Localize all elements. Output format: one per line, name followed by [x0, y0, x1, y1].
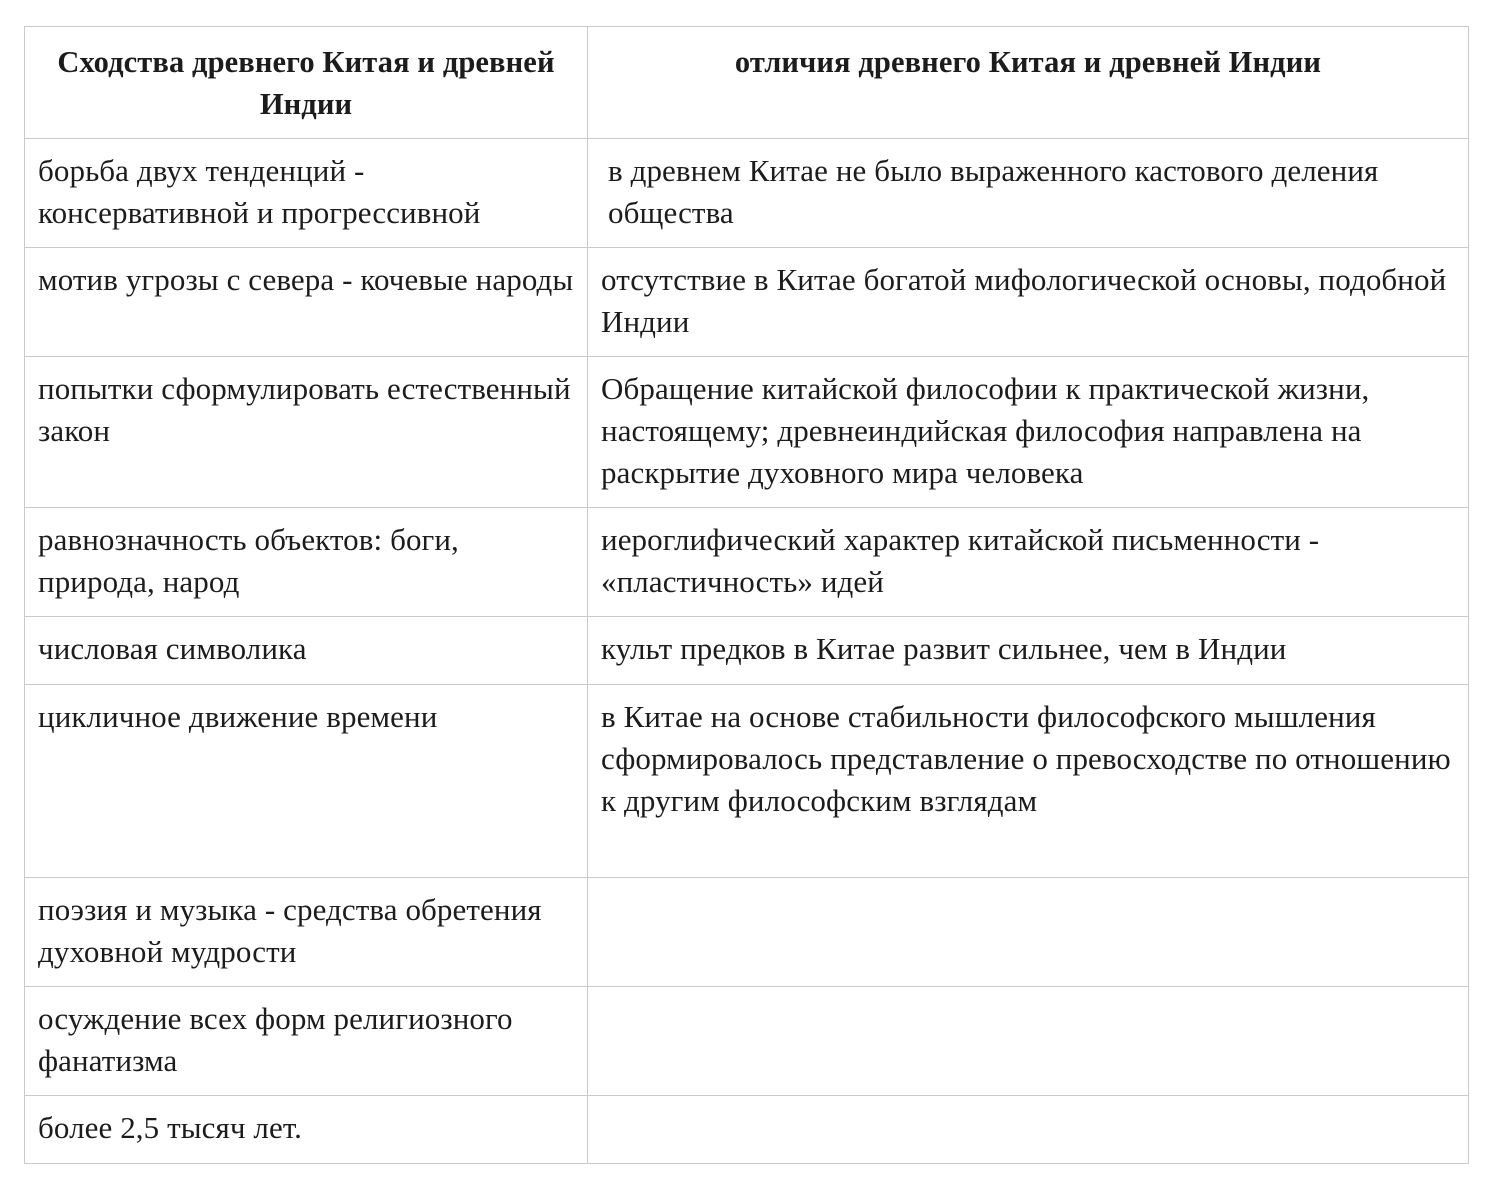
table-row	[25, 987, 1469, 1096]
difference-cell: в древнем Китае не было выраженного кастового деления общества	[588, 139, 1469, 248]
header-differences: отличия древнего Китая и древней Индии	[588, 27, 1469, 139]
table-row	[25, 878, 1469, 987]
similarity-cell: более 2,5 тысяч лет.	[25, 1096, 588, 1164]
table-row	[25, 685, 1469, 878]
header-similarities: Сходства древнего Китая и древней Индии	[25, 27, 588, 139]
similarity-cell: равнозначность объектов: боги, природа, народ	[25, 508, 588, 617]
difference-cell: в Китае на основе стабильности философского мышления сформировалось представление о превосходстве по отношению к другим философским взглядам	[588, 685, 1469, 878]
difference-cell-empty	[588, 987, 1469, 1096]
similarity-cell: поэзия и музыка - средства обретения духовной мудрости	[25, 878, 588, 987]
difference-cell-empty	[588, 1096, 1469, 1164]
similarity-cell: борьба двух тенденций - консервативной и прогрессивной	[25, 139, 588, 248]
table-row	[25, 139, 1469, 248]
table-body	[25, 139, 1469, 1164]
table-row	[25, 1096, 1469, 1164]
header-row	[25, 27, 1469, 139]
difference-cell: отсутствие в Китае богатой мифологической основы, подобной Индии	[588, 248, 1469, 357]
similarity-cell: осуждение всех форм религиозного фанатизма	[25, 987, 588, 1096]
similarity-cell: мотив угрозы с севера - кочевые народы	[25, 248, 588, 357]
table-row	[25, 508, 1469, 617]
difference-cell: иероглифический характер китайской письменности - «пластичность» идей	[588, 508, 1469, 617]
difference-cell: культ предков в Китае развит сильнее, чем в Индии	[588, 617, 1469, 685]
difference-cell-empty	[588, 878, 1469, 987]
table-row	[25, 248, 1469, 357]
comparison-table	[24, 26, 1469, 1164]
table-header	[25, 27, 1469, 139]
similarity-cell: цикличное движение времени	[25, 685, 588, 878]
difference-cell: Обращение китайской философии к практической жизни, настоящему; древнеиндийская философия направлена на раскрытие духовного мира человека	[588, 357, 1469, 508]
similarity-cell: попытки сформулировать естественный закон	[25, 357, 588, 508]
table-row	[25, 617, 1469, 685]
table-row	[25, 357, 1469, 508]
similarity-cell: числовая символика	[25, 617, 588, 685]
